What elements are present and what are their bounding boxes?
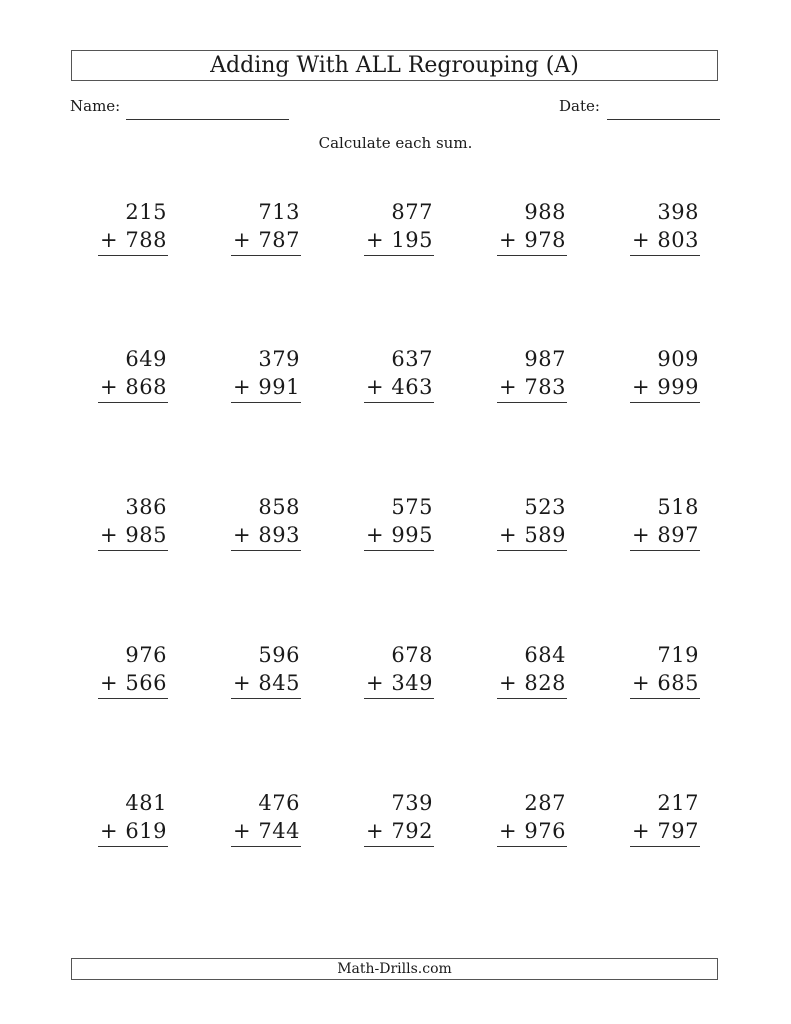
plus-sign: + (499, 819, 517, 843)
addend-top: 684 (524, 643, 566, 667)
plus-sign: + (366, 819, 384, 843)
instructions: Calculate each sum. (318, 134, 473, 152)
addend-bottom: 985 (125, 523, 167, 547)
addend-top: 719 (657, 643, 699, 667)
addend-bottom: 195 (391, 228, 433, 252)
sum-line (364, 698, 434, 699)
plus-sign: + (233, 523, 251, 547)
addend-top: 987 (524, 347, 566, 371)
sum-line (98, 550, 168, 551)
plus-sign: + (499, 671, 517, 695)
addition-problem (231, 642, 303, 702)
plus-sign: + (233, 671, 251, 695)
sum-line (98, 402, 168, 403)
addend-top: 215 (125, 200, 167, 224)
sum-line (231, 255, 301, 256)
plus-sign: + (366, 671, 384, 695)
sum-line (497, 402, 567, 403)
addend-bottom: 897 (657, 523, 699, 547)
addition-problem (630, 346, 702, 406)
addition-problem (630, 199, 702, 259)
addend-bottom: 685 (657, 671, 699, 695)
addend-top: 217 (657, 791, 699, 815)
addition-problem (98, 346, 170, 406)
sum-line (630, 698, 700, 699)
addend-top: 739 (391, 791, 433, 815)
addition-problem (630, 642, 702, 702)
addend-bottom: 845 (258, 671, 300, 695)
addend-top: 379 (258, 347, 300, 371)
addend-bottom: 828 (524, 671, 566, 695)
plus-sign: + (632, 228, 650, 252)
addend-top: 481 (125, 791, 167, 815)
sum-line (98, 255, 168, 256)
addition-problem (364, 642, 436, 702)
plus-sign: + (100, 523, 118, 547)
addend-bottom: 787 (258, 228, 300, 252)
addend-bottom: 803 (657, 228, 699, 252)
addend-top: 596 (258, 643, 300, 667)
addend-top: 287 (524, 791, 566, 815)
addend-bottom: 893 (258, 523, 300, 547)
addend-bottom: 463 (391, 375, 433, 399)
sum-line (497, 255, 567, 256)
addition-problem (630, 790, 702, 850)
sum-line (630, 255, 700, 256)
plus-sign: + (366, 523, 384, 547)
plus-sign: + (100, 819, 118, 843)
addend-top: 398 (657, 200, 699, 224)
addition-problem (497, 790, 569, 850)
addend-bottom: 976 (524, 819, 566, 843)
addend-top: 637 (391, 347, 433, 371)
addend-top: 476 (258, 791, 300, 815)
sum-line (497, 698, 567, 699)
sum-line (231, 846, 301, 847)
addend-bottom: 783 (524, 375, 566, 399)
worksheet-title: Adding With ALL Regrouping (A) (71, 50, 718, 81)
addition-problem (630, 494, 702, 554)
sum-line (364, 550, 434, 551)
addition-problem (98, 494, 170, 554)
addend-bottom: 868 (125, 375, 167, 399)
addition-problem (364, 494, 436, 554)
sum-line (364, 255, 434, 256)
addend-top: 575 (391, 495, 433, 519)
addend-bottom: 566 (125, 671, 167, 695)
plus-sign: + (233, 819, 251, 843)
addend-bottom: 788 (125, 228, 167, 252)
plus-sign: + (366, 228, 384, 252)
addition-problem (364, 790, 436, 850)
plus-sign: + (499, 228, 517, 252)
addition-problem (98, 642, 170, 702)
sum-line (98, 698, 168, 699)
addend-bottom: 349 (391, 671, 433, 695)
sum-line (630, 550, 700, 551)
addition-problem (231, 199, 303, 259)
name-label: Name: (70, 97, 121, 115)
sum-line (231, 402, 301, 403)
addition-problem (98, 790, 170, 850)
addition-problem (98, 199, 170, 259)
addend-top: 988 (524, 200, 566, 224)
sum-line (364, 846, 434, 847)
plus-sign: + (632, 671, 650, 695)
plus-sign: + (366, 375, 384, 399)
sum-line (98, 846, 168, 847)
addend-top: 858 (258, 495, 300, 519)
addend-bottom: 744 (258, 819, 300, 843)
plus-sign: + (632, 375, 650, 399)
addition-problem (497, 346, 569, 406)
sum-line (231, 550, 301, 551)
addend-top: 713 (258, 200, 300, 224)
plus-sign: + (233, 375, 251, 399)
plus-sign: + (100, 375, 118, 399)
plus-sign: + (499, 523, 517, 547)
addend-top: 386 (125, 495, 167, 519)
addend-bottom: 991 (258, 375, 300, 399)
addend-top: 909 (657, 347, 699, 371)
footer-credit: Math-Drills.com (71, 958, 718, 980)
addend-top: 976 (125, 643, 167, 667)
addend-bottom: 999 (657, 375, 699, 399)
plus-sign: + (499, 375, 517, 399)
addend-bottom: 797 (657, 819, 699, 843)
sum-line (364, 402, 434, 403)
addend-top: 877 (391, 200, 433, 224)
plus-sign: + (632, 819, 650, 843)
date-label: Date: (559, 97, 600, 115)
addend-bottom: 589 (524, 523, 566, 547)
addend-bottom: 792 (391, 819, 433, 843)
addition-problem (231, 790, 303, 850)
addition-problem (231, 346, 303, 406)
addend-top: 523 (524, 495, 566, 519)
addition-problem (364, 199, 436, 259)
sum-line (497, 846, 567, 847)
addend-top: 649 (125, 347, 167, 371)
addend-bottom: 978 (524, 228, 566, 252)
addend-top: 518 (657, 495, 699, 519)
sum-line (497, 550, 567, 551)
plus-sign: + (233, 228, 251, 252)
plus-sign: + (632, 523, 650, 547)
addition-problem (497, 199, 569, 259)
sum-line (630, 402, 700, 403)
addition-problem (231, 494, 303, 554)
addend-bottom: 995 (391, 523, 433, 547)
plus-sign: + (100, 228, 118, 252)
addition-problem (364, 346, 436, 406)
addend-top: 678 (391, 643, 433, 667)
sum-line (630, 846, 700, 847)
plus-sign: + (100, 671, 118, 695)
addend-bottom: 619 (125, 819, 167, 843)
sum-line (231, 698, 301, 699)
addition-problem (497, 642, 569, 702)
addition-problem (497, 494, 569, 554)
